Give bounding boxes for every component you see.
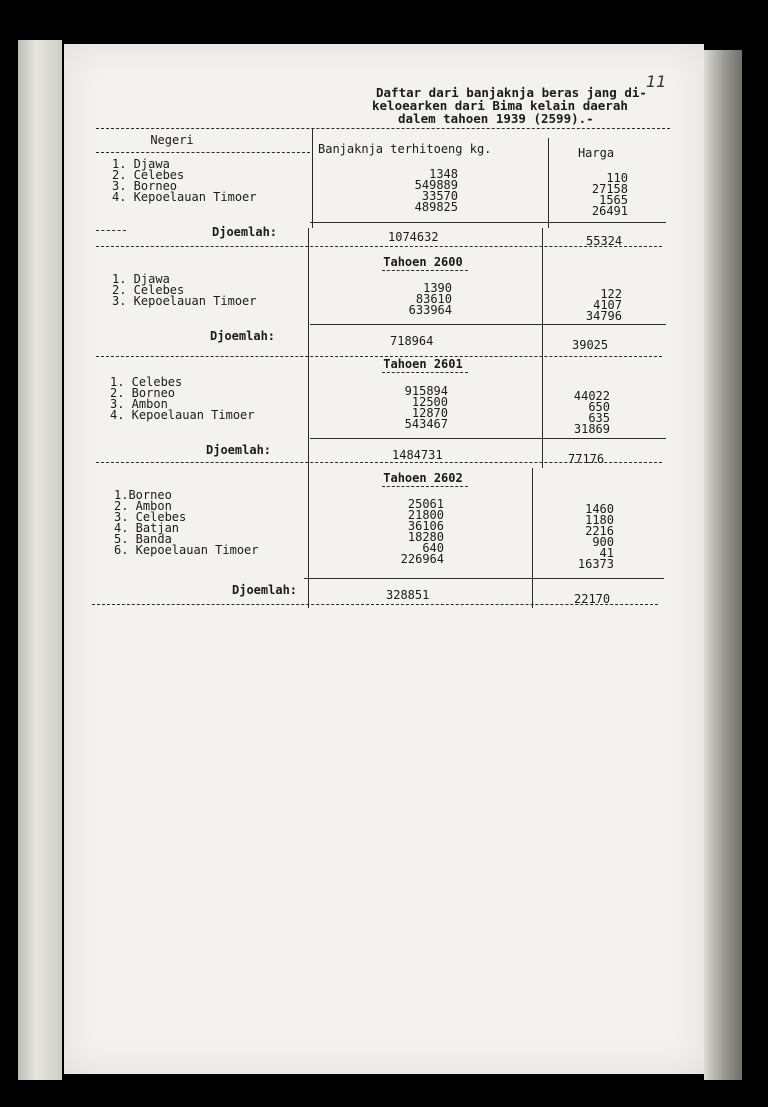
table-row: 549889	[414, 178, 458, 192]
table-row: 1390	[423, 281, 452, 295]
table-row: 25061	[407, 497, 444, 511]
table-row: 1180	[585, 513, 614, 527]
title-line: Daftar dari banjaknja beras jang di-	[376, 85, 647, 100]
table-row: 110	[606, 171, 628, 185]
subtotal-rule	[310, 438, 666, 439]
table-row: 633964	[408, 303, 452, 317]
total-harga: 39025	[572, 338, 609, 352]
table-row: 3. Borneo	[112, 179, 178, 193]
total-kg: 328851	[386, 588, 430, 602]
table-row: 4107	[593, 298, 622, 312]
column-divider-left	[312, 128, 313, 228]
subtotal-rule	[310, 324, 666, 325]
table-row: 21800	[407, 508, 444, 522]
table-row: 33570	[421, 189, 458, 203]
subtotal-rule	[304, 578, 664, 579]
table-row: 650	[588, 400, 610, 414]
total-label: Djoemlah:	[210, 329, 276, 343]
table-row: 640	[422, 541, 444, 555]
table-row: 44022	[573, 389, 610, 403]
section-rule	[96, 152, 310, 153]
table-row: 4. Kepoelauan Timoer	[110, 408, 255, 422]
table-row: 26491	[591, 204, 628, 218]
section-end-rule	[96, 246, 662, 247]
table-row: 34796	[585, 309, 622, 323]
table-row: 16373	[577, 557, 614, 571]
table-row: 12870	[411, 406, 448, 420]
table-row: 1565	[599, 193, 628, 207]
table-row: 122	[600, 287, 622, 301]
year-underline	[382, 270, 468, 271]
column-divider-left	[308, 228, 309, 608]
total-kg: 1074632	[388, 230, 439, 244]
table-row: 2. Ambon	[114, 499, 172, 513]
table-row: 6. Kepoelauan Timoer	[114, 543, 259, 557]
table-row: 4. Batjan	[114, 521, 180, 535]
table-row: 5. Banda	[114, 532, 172, 546]
table-row: 1348	[429, 167, 458, 181]
table-row: 12500	[411, 395, 448, 409]
column-divider-right	[532, 468, 533, 608]
table-row: 1. Djawa	[112, 272, 170, 286]
table-row: 2. Celebes	[112, 283, 185, 297]
section-end-rule	[92, 604, 658, 605]
table-row: 1. Celebes	[110, 375, 183, 389]
table-row: 3. Ambon	[110, 397, 168, 411]
title-line: keloearken dari Bima kelain daerah	[372, 98, 628, 113]
year-label: Tahoen 2602	[383, 471, 463, 485]
year-underline	[382, 486, 468, 487]
page-number-mark: 11	[646, 72, 667, 91]
year-underline	[382, 372, 468, 373]
total-harga: 55324	[586, 234, 623, 248]
table-row: 2216	[585, 524, 614, 538]
total-label: Djoemlah:	[212, 225, 278, 239]
table-row: 4. Kepoelauan Timoer	[112, 190, 257, 204]
table-row: 3. Celebes	[114, 510, 187, 524]
total-kg: 1484731	[392, 448, 443, 462]
table-row: 31869	[573, 422, 610, 436]
table-top-rule	[96, 128, 670, 129]
table-row: 226964	[400, 552, 444, 566]
left-page-edge	[18, 40, 62, 1080]
short-dash-marker	[96, 230, 126, 231]
header-banjaknja: Banjaknja terhitoeng kg.	[318, 142, 492, 156]
table-row: 1460	[585, 502, 614, 516]
total-label: Djoemlah:	[206, 443, 272, 457]
table-row: 900	[592, 535, 614, 549]
table-row: 635	[588, 411, 610, 425]
table-row: 2. Borneo	[110, 386, 176, 400]
header-negeri: Negeri	[150, 133, 194, 147]
table-row: 2. Celebes	[112, 168, 185, 182]
total-label: Djoemlah:	[232, 583, 298, 597]
table-row: 27158	[591, 182, 628, 196]
year-label: Tahoen 2600	[383, 255, 463, 269]
year-label: Tahoen 2601	[383, 357, 463, 371]
subtotal-rule	[310, 222, 666, 223]
table-row: 3. Kepoelauan Timoer	[112, 294, 257, 308]
table-row: 489825	[414, 200, 458, 214]
table-row: 543467	[404, 417, 448, 431]
table-row: 915894	[404, 384, 448, 398]
total-kg: 718964	[390, 334, 434, 348]
table-row: 36106	[407, 519, 444, 533]
section-end-rule	[96, 462, 662, 463]
table-row: 83610	[415, 292, 452, 306]
table-row: 18280	[407, 530, 444, 544]
right-page-edge	[704, 50, 742, 1080]
table-row: 1.Borneo	[114, 488, 172, 502]
total-harga: 77176	[568, 452, 605, 466]
table-row: 1. Djawa	[112, 157, 170, 171]
section-end-rule	[96, 356, 662, 357]
table-row: 41	[599, 546, 614, 560]
document-title	[372, 85, 666, 126]
total-harga: 22170	[574, 592, 611, 606]
header-harga: Harga	[577, 146, 615, 160]
title-line: dalem tahoen 1939 (2599).-	[398, 111, 594, 126]
